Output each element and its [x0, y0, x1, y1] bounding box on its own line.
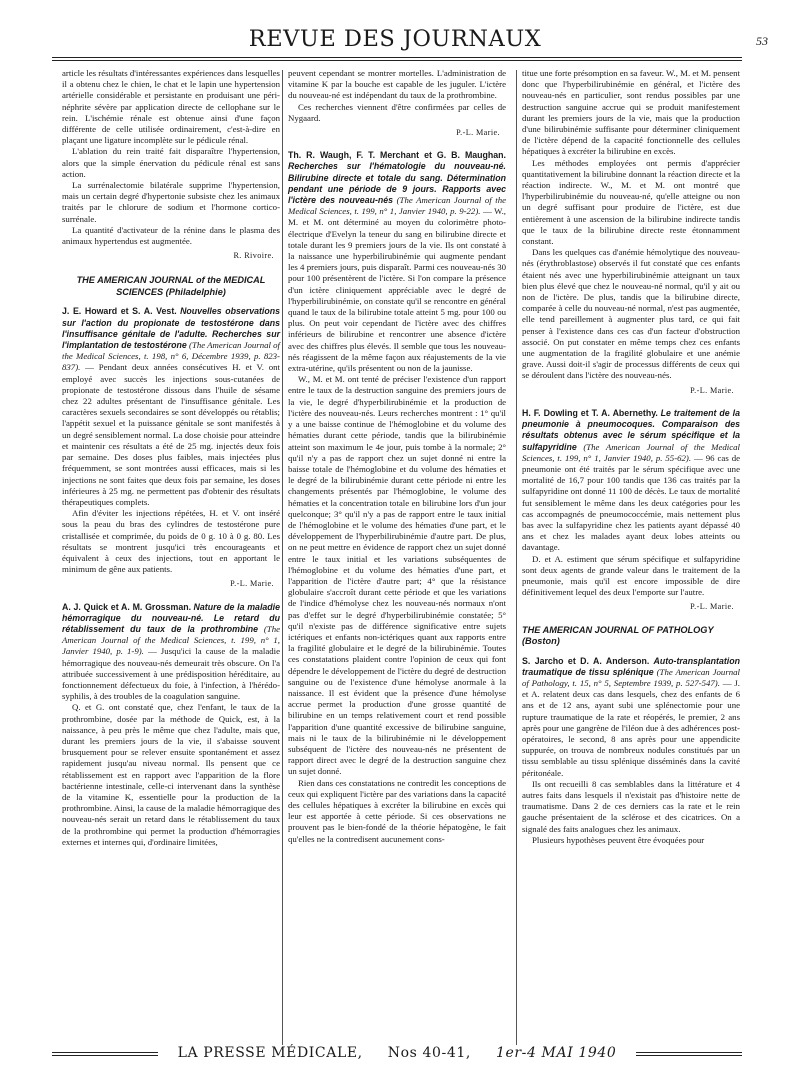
signature: P.-L. Marie.: [690, 385, 734, 395]
article-reference: (The American Journal of the Medical Sciences, t. 199, n° 1, Janvier 1940, p. 9-22).: [288, 195, 506, 217]
paragraph: D. et A. estiment que sérum spécifique et sulfapyridine sont deux agents de grande valeur dans le traitement de la pneumonie, mais qu'il est encore impossible de dire définitivement lequel des deux l'emporte sur l'autre.: [522, 553, 740, 598]
journal-heading: THE AMERICAN JOURNAL OF PATHOLOGY (Boston): [522, 624, 714, 647]
signature: P.-L. Marie.: [690, 602, 734, 612]
page-header: [50, 26, 768, 60]
running-title: REVUE DES JOURNAUX: [248, 26, 542, 52]
article: [288, 150, 506, 374]
paragraph: Afin d'éviter les injections répétées, H. et V. ont inséré sous la peau du bras des cylindres de testostérone pure cristallisée et comprimée, du poids de 0 g. 10 à 0 g. 80. Les résultats se montrent jusqu'ici très encourageants et équivalent à ceux des injections, tout en apportant le minimum de gêne aux patients.: [62, 508, 280, 575]
paragraph: Rien dans ces constatations ne contredit les conceptions de ceux qui expliquent l'ictère par des variations dans la capacité des cellules hépatiques à excréter la bilirubine en excès qui leur est apportée à cette période. Si ces observations ne prouvent pas le bien-fondé de la théorie hépatogène, le fait qu'elles ne la contredisent aucunement cons-: [288, 777, 506, 844]
paragraph: La surrénalectomie bilatérale supprime l'hypertension, mais un certain degré d'hypertonie subsiste chez les animaux traités par le chlorure de sodium et l'hormone cortico-surrénale.: [62, 180, 280, 224]
article-body: — W., M. et M. ont déterminé au moyen du colorimètre photo-électrique d'Evelyn la teneur du sang en bilirubine directe et totale durant les 9 premiers jours de la vie. Ils ont constaté à la naissance une hyperbilirubinémie qui augmente pendant les 4 premiers jours, puis disparaît. Parmi ces nouveau-nés 30 pour 100 présentèrent de l'ictère. Si l'on compare la présence d'un ictère cliniquement appréciable avec le degré de l'hyperbilirubinémie, on constate qu'il se rencontre en général quand le taux de la bilirubine totale atteint 5 mg. pour 100 ou plus. On peut voir cependant de l'ictère avec des chiffres inférieurs de bilirubine et rencontrer une absence d'ictère avec des chiffres plus élevés. Il semble que tous les nouveau-nés réagissent de la même façon aux réajustements de la vie extra-utérine, qu'ils présentent ou non de la jaunisse.: [288, 206, 507, 374]
article-reference: (The American Journal of the Medical Sciences, t. 199, n° 1, Janvier 1940, p. 1-9).: [62, 623, 280, 657]
header-rule: [52, 57, 742, 58]
column-divider-1: [282, 70, 283, 1050]
column-1: [62, 68, 280, 848]
article-authors: J. E. Howard et S. A. Vest.: [62, 306, 177, 317]
article-reference: (The American Journal of the Medical Sciences, t. 199, n° 1, Janvier 1940, p. 55-62).: [522, 441, 740, 463]
article-reference: (The American Journal of the Medical Sciences, t. 198, n° 6, Décembre 1939, p. 823-837).: [62, 340, 281, 373]
column-divider-2: [516, 70, 517, 1050]
paragraph: Ces recherches viennent d'être confirmées par celles de Nygaard.: [288, 101, 506, 123]
article: [62, 306, 280, 508]
paragraph: Ils ont recueilli 8 cas semblables dans la littérature et 4 autres faits dans lesquels il n'existait pas d'histoire nette de traumatisme. Dans 2 de ces derniers cas la rate et le rein gauche présentaient de la sclérose et des cicatrices. On a signalé des faits analogues chez les animaux.: [522, 778, 740, 834]
article-authors: H. F. Dowling et T. A. Abernethy.: [522, 407, 658, 418]
article-title: Le traitement de la pneumonie à pneumocoques. Comparaison des résultats obtenus avec le sérum spécifique et la sulfapyridine: [522, 407, 740, 452]
article: [522, 656, 740, 779]
paragraph: Dans les quelques cas d'anémie hémolytique des nouveau-nés (érythroblastose) observés il fut constaté que ces enfants étaient nés avec une hyperbilirubinémie atteignant un taux bien plus élevé que chez le nouveau-né normal, qu'il y ait ou non de l'ictère. De plus, tandis que la bilirubine directe, comparée à celle du nouveau-né normal, n'est pas augmentée, elle tend pareillement à augmenter plus tard, ce qui fait penser à l'existence dans ces cas d'un facteur d'obstruction associé. On put constater en même temps chez ces enfants une augmentation de la fragilité globulaire et une anémie grave. Aussi doit-il s'agir de processus différents de ceux qui se déroulent dans l'ictère des nouveau-nés.: [522, 247, 740, 381]
article-body: — 96 cas de pneumonie ont été traités par le sérum spécifique avec une mortalité de 16,7 pour 100 tandis que 136 cas traités par la sulfapyridine ont donné 11 100 de décès. Le taux de mortalité fut sensiblement le même dans les deux catégories pour les cas accompagnés de pneumococcémie, mais nettement plus bas avec la sulfapyridine chez les patients ayant dépassé 40 ans et chez les malades ayant deux lobes atteints ou davantage.: [522, 452, 740, 553]
article-reference: (The American Journal of Pathology, t. 15, n° 5, Septembre 1939, p. 527-547).: [522, 666, 740, 688]
page-footer: [52, 1044, 742, 1062]
article-body: — J. et A. relatent deux cas dans lesquels, chez des enfants de 6 ans et de 12 ans, ayant subi une splénectomie pour une rupture traumatique de la rate et réopérés, le premier, 2 ans après pour une gangrène de l'iléon due à des adhérences post-opératoires, le second, 8 ans après pour une appendicite suppurée, on trouva de nombreux nodules constitués par un tissu semblable au tissu splénique disséminés dans la cavité péritonéale.: [522, 677, 740, 778]
paragraph: La quantité d'activateur de la rénine dans le plasma des animaux hypertendus est augmentée.: [62, 224, 280, 247]
article-body: — Pendant deux années consécutives H. et V. ont employé avec succès les injections sous-cutanées de propionate de testostérone dissous dans l'huile de sésame chez 22 adultes présentant de l'insuffisance génitale. Les caractères sexuels secondaires se sont développés ou rétablis; l'appétit sexuel et la puissance génitale se sont manifestés à un degré sensiblement normal. La dose choisie pour atteindre et maintenir ces résultats a été de 25 mg. injectés deux fois par semaine. Des doses plus faibles, mais injectées plus fréquemment, se sont montrées aussi efficaces, mais si les injections ne sont faites que deux fois par semaine, les doses inférieures à 25 mg. ne permettent pas d'obtenir des résultats thérapeutiques complets.: [62, 362, 280, 507]
paragraph: article les résultats d'intéressantes expériences dans lesquelles il a obtenu chez le chien, le chat et le lapin une hypertension artérielle considérable et persistante en produisant une péri-néphrite sévère par application directe de cellophane sur le rein. L'ischémie rénale est obtenue ainsi d'une façon différente de celle utilisée ordinairement, c'est-à-dire en plaçant une ligature incomplète sur le pédicule rénal.: [62, 68, 280, 146]
article-authors: A. J. Quick et A. M. Grossman.: [62, 601, 192, 612]
paragraph: Plusieurs hypothèses peuvent être évoquées pour: [532, 834, 705, 845]
footer-issue: Nos 40-41,: [378, 1045, 481, 1061]
page-number: 53: [756, 34, 768, 48]
footer-date: 1er-4 MAI 1940: [486, 1045, 626, 1061]
footer-publication: LA PRESSE MÉDICALE,: [168, 1045, 373, 1061]
column-2: [288, 68, 506, 845]
article-title: Recherches sur l'hématologie du nouveau-né. Bilirubine directe et totale du sang. Détermination pendant une période de 9 jours. Rapports avec l'ictère des nouveau-nés: [288, 161, 506, 206]
paragraph: Q. et G. ont constaté que, chez l'enfant, le taux de la prothrombine, dosée par la méthode de Quick, est, à la naissance, à peu près le même que chez l'adulte, mais que, durant les premiers jours de la vie, il s'abaisse souvent brusquement pour se relever ensuite spontanément et assez rapidement jusqu'au niveau normal. Ils pensent que ce rétablissement est en rapport avec l'apparition de la flore bactérienne intestinale, celle-ci intervenant dans la synthèse de la vitamine K, essentielle pour la production de la prothrombine. Ainsi, la cause de la maladie hémorragique des nouveau-nés serait un retard dans le rétablissement du taux de la prothrombine qui permet la production d'hémorragies externes et internes qui, d'ordinaire limitées,: [62, 702, 280, 847]
article-title: Auto-transplantation traumatique de tissu splénique: [522, 655, 740, 677]
column-3: [522, 68, 740, 846]
signature: P.-L. Marie.: [230, 579, 274, 589]
article-title: Nature de la maladie hémorragique du nouveau-né. Le retard du rétablissement du taux de la prothrombine: [62, 601, 280, 634]
paragraph: titue une forte présomption en sa faveur. W., M. et M. pensent donc que l'hyperbilirubinémie en général, et l'ictère des nouveau-nés en particulier, sont rendus possibles par une destruction sanguine accrue qui se produit manifestement durant les premiers jours de la vie, mais que la production d'une bilirubinémie suffisante pour déterminer cliniquement de l'ictère dépend de la capacité fonctionnelle des cellules hépatiques à excréter la bilirubine en excès.: [522, 68, 740, 157]
article: [62, 602, 280, 703]
header-rule-2: [52, 60, 742, 61]
journal-heading: THE AMERICAN JOURNAL of the MEDICAL SCIENCES (Philadelphie): [76, 275, 266, 297]
article-authors: S. Jarcho et D. A. Anderson.: [522, 655, 650, 666]
paragraph: peuvent cependant se montrer mortelles. L'administration de vitamine K par la bouche est capable de les juguler. L'ictère du nouveau-né est indépendant du taux de la prothrombine.: [288, 68, 506, 101]
paragraph: L'ablation du rein traité fait disparaître l'hypertension, alors que la simple énervation du pédicule rénal est sans action.: [62, 146, 280, 179]
paragraph: Les méthodes employées ont permis d'apprécier quantitativement la bilirubine donnant la réaction directe et la réaction indirecte. W., M. et M. ont montré que l'hyperbilirubinémie du nouveau-né, qu'elle atteigne ou non un degré suffisant pour produire de l'ictère, est due entièrement à une ascension de la bilirubine indirecte tandis que le taux de la bilirubine directe reste étonnamment constant.: [522, 157, 740, 247]
article-title: Nouvelles observations sur l'action du propionate de testostérone dans l'insuffisance génitale de l'adulte. Recherches sur l'implantation de testostérone: [62, 306, 280, 351]
article-body: — Jusqu'ici la cause de la maladie hémorragique des nouveau-nés demeurait très obscure. On l'a attribuée successivement à une prédisposition héréditaire, au fonctionnement défectueux du foie, à l'infection, à l'hérédo-syphilis, à des troubles de la coagulation sanguine.: [62, 646, 280, 702]
footer-text: [158, 1045, 637, 1061]
signature: R. Rivoire.: [233, 251, 274, 261]
signature: P.-L. Marie.: [456, 128, 500, 138]
paragraph: W., M. et M. ont tenté de préciser l'existence d'un rapport entre le taux de la destruction sanguine des premiers jours de la vie, le degré d'hyperbilirubinémie et la production de l'ictère des nouveau-nés. Leurs recherches montrent : 1° qu'il y a une baisse continue de l'hémoglobine et du volume des hématies durant cette période, tandis que la bilirubinémie atteint son maximum le 4e jour, puis tombe à la normale; 2° qu'il n'y a pas de rapport chez un sujet donné ni entre la baisse totale de l'hémoglobine et du volume des hématies et le degré de la bilirubinémie durant cette période ni entre les changements présentés par l'hémoglobine, le volume des hématies et la concentration totale en bilirubine lors d'un jour quelconque; 3° qu'il n'y a pas de rapport entre le taux initial de l'hémoglobine et le volume des hématies d'une part, et le développement de l'hyperbilirubinémie d'autre part. De plus, on ne peut mettre en évidence de rapport chez un sujet donné entre le taux initial et les variations subséquentes de l'hémoglobine et du volume des hématies d'une part, et l'apparition de l'ictère d'autre part; 4° que la résistance globulaire s'accroît durant cette période et que les variations de l'indice d'hémolyse chez les nouveau-nés normaux n'ont pas d'effet sur le degré d'hyperbilirubinémie constatée; 5° qu'il n'existe pas de différence significative entre sujets ictériques et enfants non-ictériques quant aux rapports entre la fragilité globulaire et le degré de la bilirubinémie. Toutes ces constatations plaident contre l'opinion de ceux qui font dépendre le développement de l'ictère du degré de destruction sanguine ou de l'existence d'une hémolyse anormale à la naissance. Il est évident que la présence d'une hémolyse accrue permet la production d'une grosse quantité de bilirubine en un temps relativement court et rend possible l'apparition d'une quantité excessive de bilirubine sanguine, mais ni le taux de la bilirubinémie ni le développement subséquent de l'ictère des nouveau-nés ne présentent de rapport direct avec le degré de la destruction sanguine chez un sujet donné.: [288, 374, 506, 777]
article-authors: Th. R. Waugh, F. T. Merchant et G. B. Maughan.: [288, 150, 506, 161]
article: [522, 408, 740, 554]
